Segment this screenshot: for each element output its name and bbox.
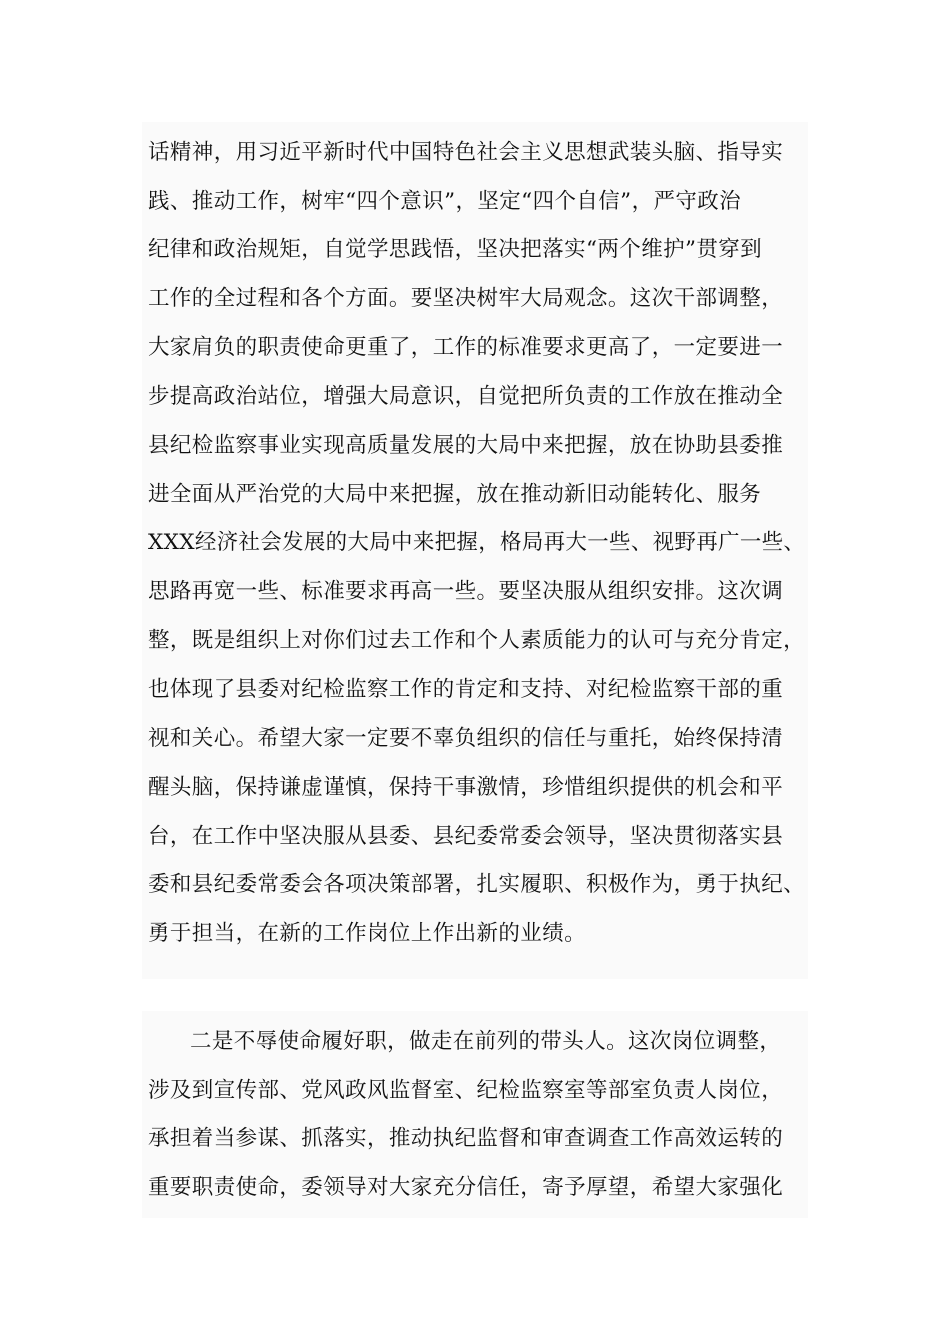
text-line: 大家肩负的职责使命更重了，工作的标准要求更高了，一定要进一 [148, 335, 784, 360]
paragraph-2 [142, 1011, 808, 1218]
text-line: 纪律和政治规矩，自觉学思践悟，坚决把落实“两个维护”贯穿到 [148, 237, 763, 262]
text-line: 承担着当参谋、抓落实，推动执纪监督和审查调查工作高效运转的 [148, 1126, 784, 1151]
text-line: 勇于担当，在新的工作岗位上作出新的业绩。 [148, 921, 587, 946]
text-line: 醒头脑，保持谦虚谨慎，保持干事激情，珍惜组织提供的机会和平 [148, 775, 784, 800]
text-line: XXX经济社会发展的大局中来把握，格局再大一些、视野再广一些、 [148, 530, 806, 555]
text-line: 工作的全过程和各个方面。要坚决树牢大局观念。这次干部调整， [148, 286, 784, 311]
text-line: 二是不辱使命履好职，做走在前列的带头人。这次岗位调整， [190, 1029, 782, 1054]
text-line: 进全面从严治党的大局中来把握，放在推动新旧动能转化、服务 [148, 482, 762, 507]
text-line: 涉及到宣传部、党风政风监督室、纪检监察室等部室负责人岗位， [148, 1078, 784, 1103]
text-line: 也体现了县委对纪检监察工作的肯定和支持、对纪检监察干部的重 [148, 677, 784, 702]
text-line: 思路再宽一些、标准要求再高一些。要坚决服从组织安排。这次调 [148, 579, 784, 604]
text-line: 话精神，用习近平新时代中国特色社会主义思想武装头脑、指导实 [148, 140, 784, 165]
text-line: 践、推动工作，树牢“四个意识”，坚定“四个自信”，严守政治 [148, 189, 742, 214]
paragraph-1 [142, 122, 808, 979]
text-line: 委和县纪委常委会各项决策部署，扎实履职、积极作为，勇于执纪、 [148, 872, 806, 897]
text-line: 整，既是组织上对你们过去工作和个人素质能力的认可与充分肯定， [148, 628, 806, 653]
text-line: 视和关心。希望大家一定要不辜负组织的信任与重托，始终保持清 [148, 726, 784, 751]
text-line: 县纪检监察事业实现高质量发展的大局中来把握，放在协助县委推 [148, 433, 784, 458]
text-line: 台，在工作中坚决服从县委、县纪委常委会领导，坚决贯彻落实县 [148, 824, 784, 849]
text-line: 步提高政治站位，增强大局意识，自觉把所负责的工作放在推动全 [148, 384, 784, 409]
text-line: 重要职责使命，委领导对大家充分信任，寄予厚望，希望大家强化 [148, 1175, 784, 1200]
